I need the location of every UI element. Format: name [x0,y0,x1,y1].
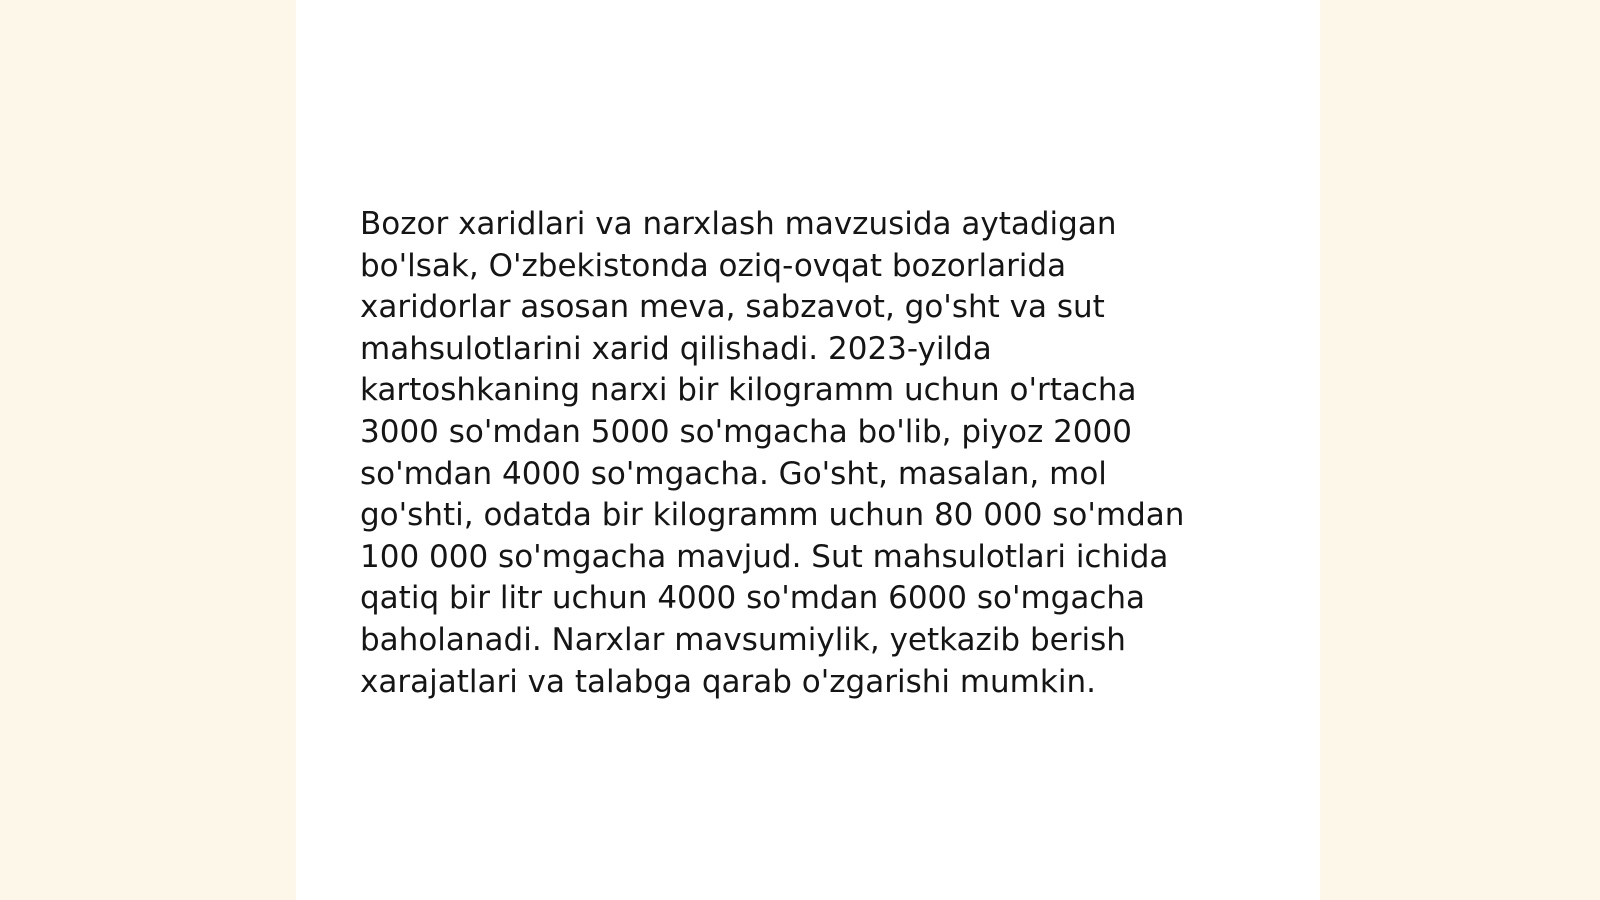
document-page [296,0,1320,900]
body-paragraph: Bozor xaridlari va narxlash mavzusida aytadigan bo'lsak, O'zbekistonda oziq-ovqat bozorlarida xaridorlar asosan meva, sabzavot, go'sht va sut mahsulotlarini xarid qilishadi. 2023-yilda kartoshkaning narxi bir kilogramm uchun o'rtacha 3000 so'mdan 5000 so'mgacha bo'lib, piyoz 2000 so'mdan 4000 so'mgacha. Go'sht, masalan, mol go'shti, odatda bir kilogramm uchun 80 000 so'mdan 100 000 so'mgacha mavjud. Sut mahsulotlari ichida qatiq bir litr uchun 4000 so'mdan 6000 so'mgacha baholanadi. Narxlar mavsumiylik, yetkazib berish xarajatlari va talabga qarab o'zgarishi mumkin. [360,206,1185,700]
